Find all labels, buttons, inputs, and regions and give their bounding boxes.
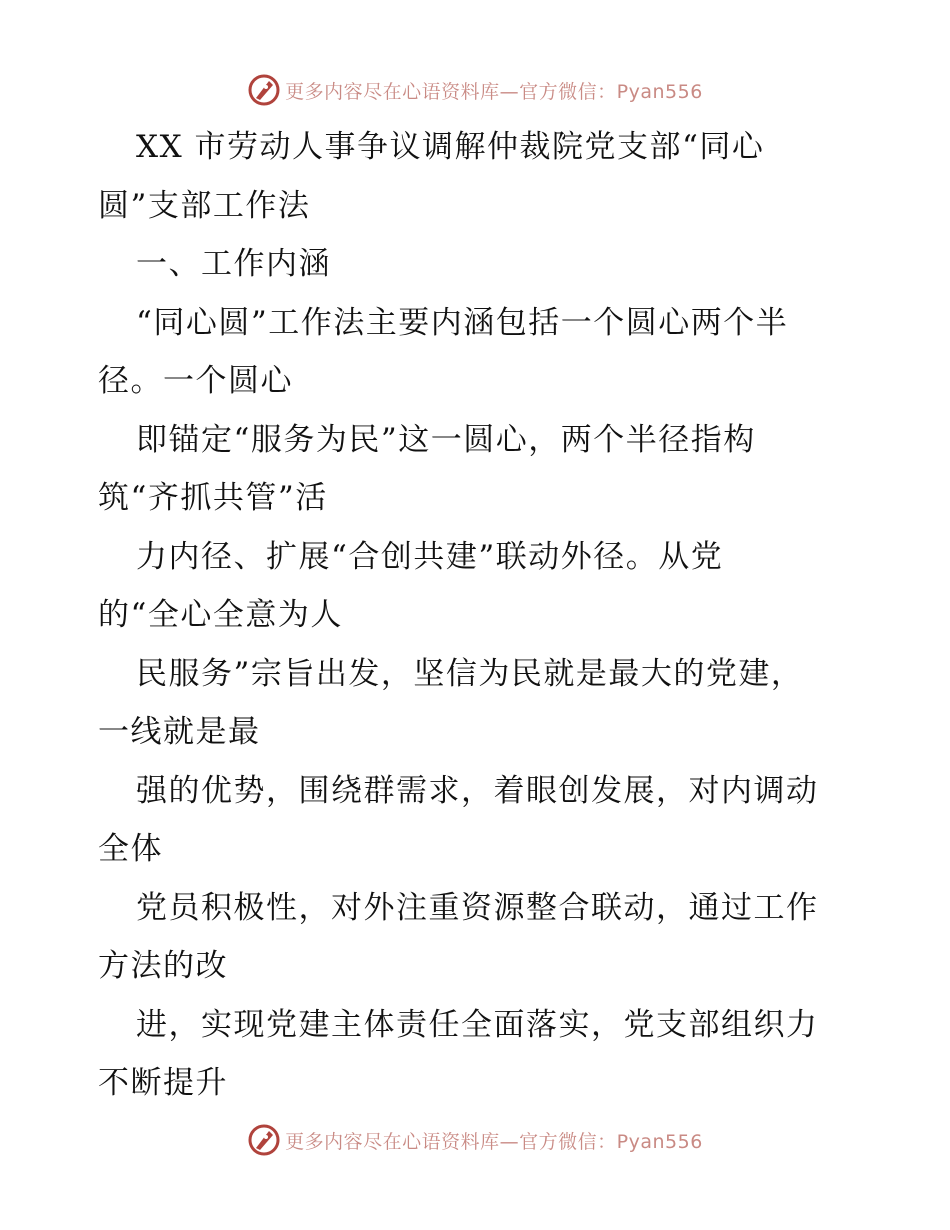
section-heading: 一、工作内涵 <box>136 246 331 282</box>
pen-nib-logo-icon <box>247 73 281 107</box>
paragraph-line: 即锚定“服务为民”这一圆心，两个半径指构 <box>136 421 756 458</box>
paragraph-line: 民服务”宗旨出发，坚信为民就是最大的党建， <box>136 655 804 692</box>
paragraph-line: 方法的改 <box>98 948 228 984</box>
pen-nib-logo-icon <box>247 1123 281 1157</box>
footer-banner <box>0 1120 950 1160</box>
document-body <box>98 118 878 1113</box>
paragraph-line: 的“全心全意为人 <box>98 597 343 633</box>
paragraph-line: 进，实现党建主体责任全面落实，党支部组织力 <box>136 1006 819 1043</box>
paragraph-line: 筑“齐抓共管”活 <box>98 480 328 516</box>
paragraph-line: 党员积极性，对外注重资源整合联动，通过工作 <box>136 889 819 926</box>
paragraph-line: 径。一个圆心 <box>98 363 293 399</box>
banner-text: 更多内容尽在心语资料库—官方微信：Pyan556 <box>285 1130 703 1153</box>
title-line-2: 圆”支部工作法 <box>98 187 311 224</box>
paragraph-line: 不断提升 <box>98 1065 228 1101</box>
header-banner <box>0 70 950 110</box>
paragraph-line: 全体 <box>98 831 163 867</box>
paragraph-line: 力内径、扩展“合创共建”联动外径。从党 <box>136 538 724 575</box>
paragraph-line: “同心圆”工作法主要内涵包括一个圆心两个半 <box>136 304 789 341</box>
paragraph-line: 强的优势，围绕群需求，着眼创发展，对内调动 <box>136 772 819 809</box>
banner-text: 更多内容尽在心语资料库—官方微信：Pyan556 <box>285 80 703 103</box>
title-line-1: XX 市劳动人事争议调解仲裁院党支部“同心 <box>136 129 765 165</box>
paragraph-line: 一线就是最 <box>98 714 261 750</box>
